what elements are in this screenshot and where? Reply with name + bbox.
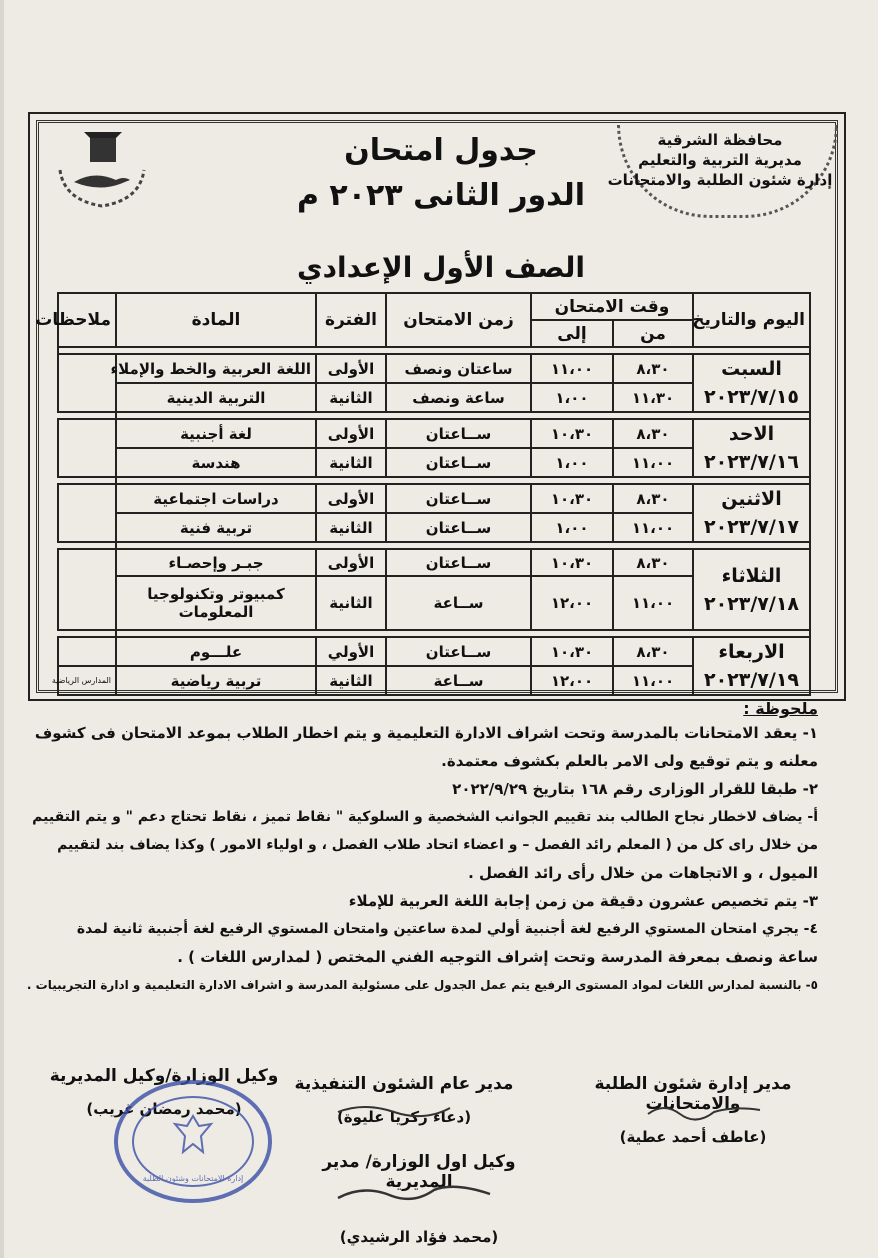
subject-cell: جبـر وإحصـاء [116,549,316,576]
signature-title: وكيل الوزارة/وكيل المديرية [49,1066,279,1086]
period-cell: الثانية [316,576,386,630]
from-cell: ٨،٣٠ [613,637,693,666]
note-cell: المدارس الرياضية [58,666,116,695]
signature-name: (محمد رمضان غريب) [86,1100,242,1118]
eagle-emblem-icon [173,1112,213,1156]
day-cell [693,419,810,477]
duration-cell: ســاعتان [386,419,531,448]
header-from: من [613,320,693,347]
from-cell: ٨،٣٠ [613,484,693,513]
subject-cell: دراسات اجتماعية [116,484,316,513]
signature-title: وكيل اول الوزارة/ مدير المديرية [322,1152,516,1192]
duration-cell: ســاعتان [386,513,531,542]
to-cell: ١،٠٠ [531,513,613,542]
exam-schedule-table [35,292,811,696]
header-period: الفترة [316,293,386,347]
note-line: أ- يضاف لاخطار نجاح الطالب بند تقييم الجوانب الشخصية و السلوكية " نقاط تميز ، نقاط تحتاج دعم " و يتم التقييم [32,809,818,825]
day-name: الاثنين [721,488,782,510]
subject-cell: تربية رياضية [116,666,316,695]
to-cell: ١٢،٠٠ [531,666,613,695]
day-cell [693,484,810,542]
signature-title: مدير عام الشئون التنفيذية [294,1074,514,1094]
table-row [58,354,810,383]
subject-cell: التربية الدينية [116,383,316,412]
subject-cell: علـــوم [116,637,316,666]
to-cell: ١١،٠٠ [531,354,613,383]
note-cell [58,354,116,412]
official-stamp [114,1080,272,1203]
duration-cell: ساعتان ونصف [386,354,531,383]
period-cell: الثانية [316,448,386,477]
duration-cell: ســاعة [386,576,531,630]
org-line-department: إدارة شئون الطلبة والامتحانات [607,171,833,189]
period-cell: الثانية [316,513,386,542]
header-notes: ملاحظات [58,293,116,347]
day-date: ٢٠٢٣/٧/١٨ [703,592,800,615]
period-cell: الأولى [316,484,386,513]
day-name: الاربعاء [718,641,785,663]
note-line: ساعة ونصف بمعرفة المدرسة وتحت إشراف التوجيه الفني المختص ( لمدارس اللغات ) . [177,948,818,966]
note-cell [58,419,116,477]
exam-round: الدور الثانى ٢٠٢٣ م [296,178,586,213]
note-line: الميول ، و الاتجاهات من خلال رأى رائد الفصل . [468,864,818,882]
subject-cell: اللغة العربية والخط والإملاء [116,354,316,383]
note-line: ٢- طبقا للقرار الوزارى رقم ١٦٨ بتاريخ ٢٠٢٢/٩/٢٩ [452,780,818,798]
org-line-directorate: مديرية التربية والتعليم [638,151,802,169]
notes-section [26,698,818,1002]
table-row [58,637,810,666]
duration-cell: ســاعتان [386,448,531,477]
note-line: معلنه و يتم توقيع ولى الامر بالعلم بكشوف معتمدة. [441,752,818,770]
from-cell: ٨،٣٠ [613,549,693,576]
to-cell: ١٠،٣٠ [531,637,613,666]
handwritten-signature-icon [644,1100,764,1122]
to-cell: ١٠،٣٠ [531,549,613,576]
from-cell: ١١،٣٠ [613,383,693,412]
header-to: إلى [531,320,613,347]
from-cell: ١١،٠٠ [613,448,693,477]
from-cell: ٨،٣٠ [613,419,693,448]
from-cell: ٨،٣٠ [613,354,693,383]
note-line: ٤- يجري امتحان المستوي الرفيع لغة أجنبية أولي لمدة ساعتين وامتحان المستوي الرفيع لغة أجنبية ثانية لمدة [76,921,818,937]
header-duration: زمن الامتحان [386,293,531,347]
period-cell: الأولى [316,549,386,576]
grade-heading: الصف الأول الإعدادي [296,251,586,284]
subject-cell: هندسة [116,448,316,477]
to-cell: ١،٠٠ [531,383,613,412]
table-row [58,549,810,576]
to-cell: ١٠،٣٠ [531,419,613,448]
day-date: ٢٠٢٣/٧/١٧ [703,516,800,538]
to-cell: ١،٠٠ [531,448,613,477]
day-cell [693,637,810,695]
handwritten-signature-icon [334,1100,454,1120]
day-date: ٢٠٢٣/٧/١٥ [703,386,800,408]
signature-name: (عاطف أحمد عطية) [619,1128,767,1146]
signature-name: (دعاء زكريا عليوة) [336,1108,472,1126]
signature-title: مدير إدارة شئون الطلبة والامتحانات [594,1074,792,1114]
day-cell [693,354,810,412]
header-subject: المادة [116,293,316,347]
note-line: ١- يعقد الامتحانات بالمدرسة وتحت اشراف الادارة التعليمية و يتم اخطار الطلاب بموعد الامتحان فى كشوف [34,724,818,742]
subject-cell: تربية فنية [116,513,316,542]
table-row [58,484,810,513]
subject-cell: كمبيوتر وتكنولوجيا المعلومات [116,576,316,630]
from-cell: ١١،٠٠ [613,576,693,630]
period-cell: الثانية [316,383,386,412]
duration-cell: ســاعة [386,666,531,695]
note-line: ٣- يتم تخصيص عشرون دقيقة من زمن إجابة اللغة العربية للإملاء [348,892,818,910]
to-cell: ١٢،٠٠ [531,576,613,630]
note-cell [58,637,116,666]
duration-cell: ســاعتان [386,637,531,666]
day-date: ٢٠٢٣/٧/١٦ [703,451,800,473]
notes-heading: ملحوظة : [743,699,818,718]
handwritten-signature-icon [334,1180,494,1206]
note-line: من خلال راى كل من ( المعلم رائد الفصل – و اعضاء اتحاد طلاب الفصل ، و اولياء الامور ) وكذا يضاف بند لتقييم [57,837,818,853]
day-date: ٢٠٢٣/٧/١٩ [703,669,800,691]
note-cell [58,549,116,630]
day-name: الاحد [728,423,775,445]
document-page [4,0,878,1258]
header-exam-time: وقت الامتحان [531,293,693,320]
period-cell: الأولي [316,637,386,666]
signature-name: (محمد فؤاد الرشيدي) [339,1228,499,1246]
stamp-text: إدارة الامتحانات وشئون الطلبة [142,1174,244,1183]
table-header-row [58,293,810,320]
duration-cell: ساعة ونصف [386,383,531,412]
period-cell: الأولى [316,419,386,448]
from-cell: ١١،٠٠ [613,513,693,542]
from-cell: ١١،٠٠ [613,666,693,695]
note-cell [58,484,116,542]
day-name: الثلاثاء [721,564,782,587]
to-cell: ١٠،٣٠ [531,484,613,513]
header-day-date: اليوم والتاريخ [693,293,810,347]
day-cell [693,549,810,630]
period-cell: الثانية [316,666,386,695]
table-row [58,419,810,448]
day-name: السبت [721,358,782,380]
duration-cell: ســاعتان [386,484,531,513]
period-cell: الأولى [316,354,386,383]
org-line-governorate: محافظة الشرقية [657,131,783,149]
page-title: جدول امتحان [344,133,538,168]
note-line: ٥- بالنسبة لمدارس اللغات لمواد المستوى الرفيع يتم عمل الجدول على مسئولية المدرسة و اشراف الادارة التعليمية و ادارة التجريبيات . [26,978,818,992]
duration-cell: ســاعتان [386,549,531,576]
subject-cell: لغة أجنبية [116,419,316,448]
